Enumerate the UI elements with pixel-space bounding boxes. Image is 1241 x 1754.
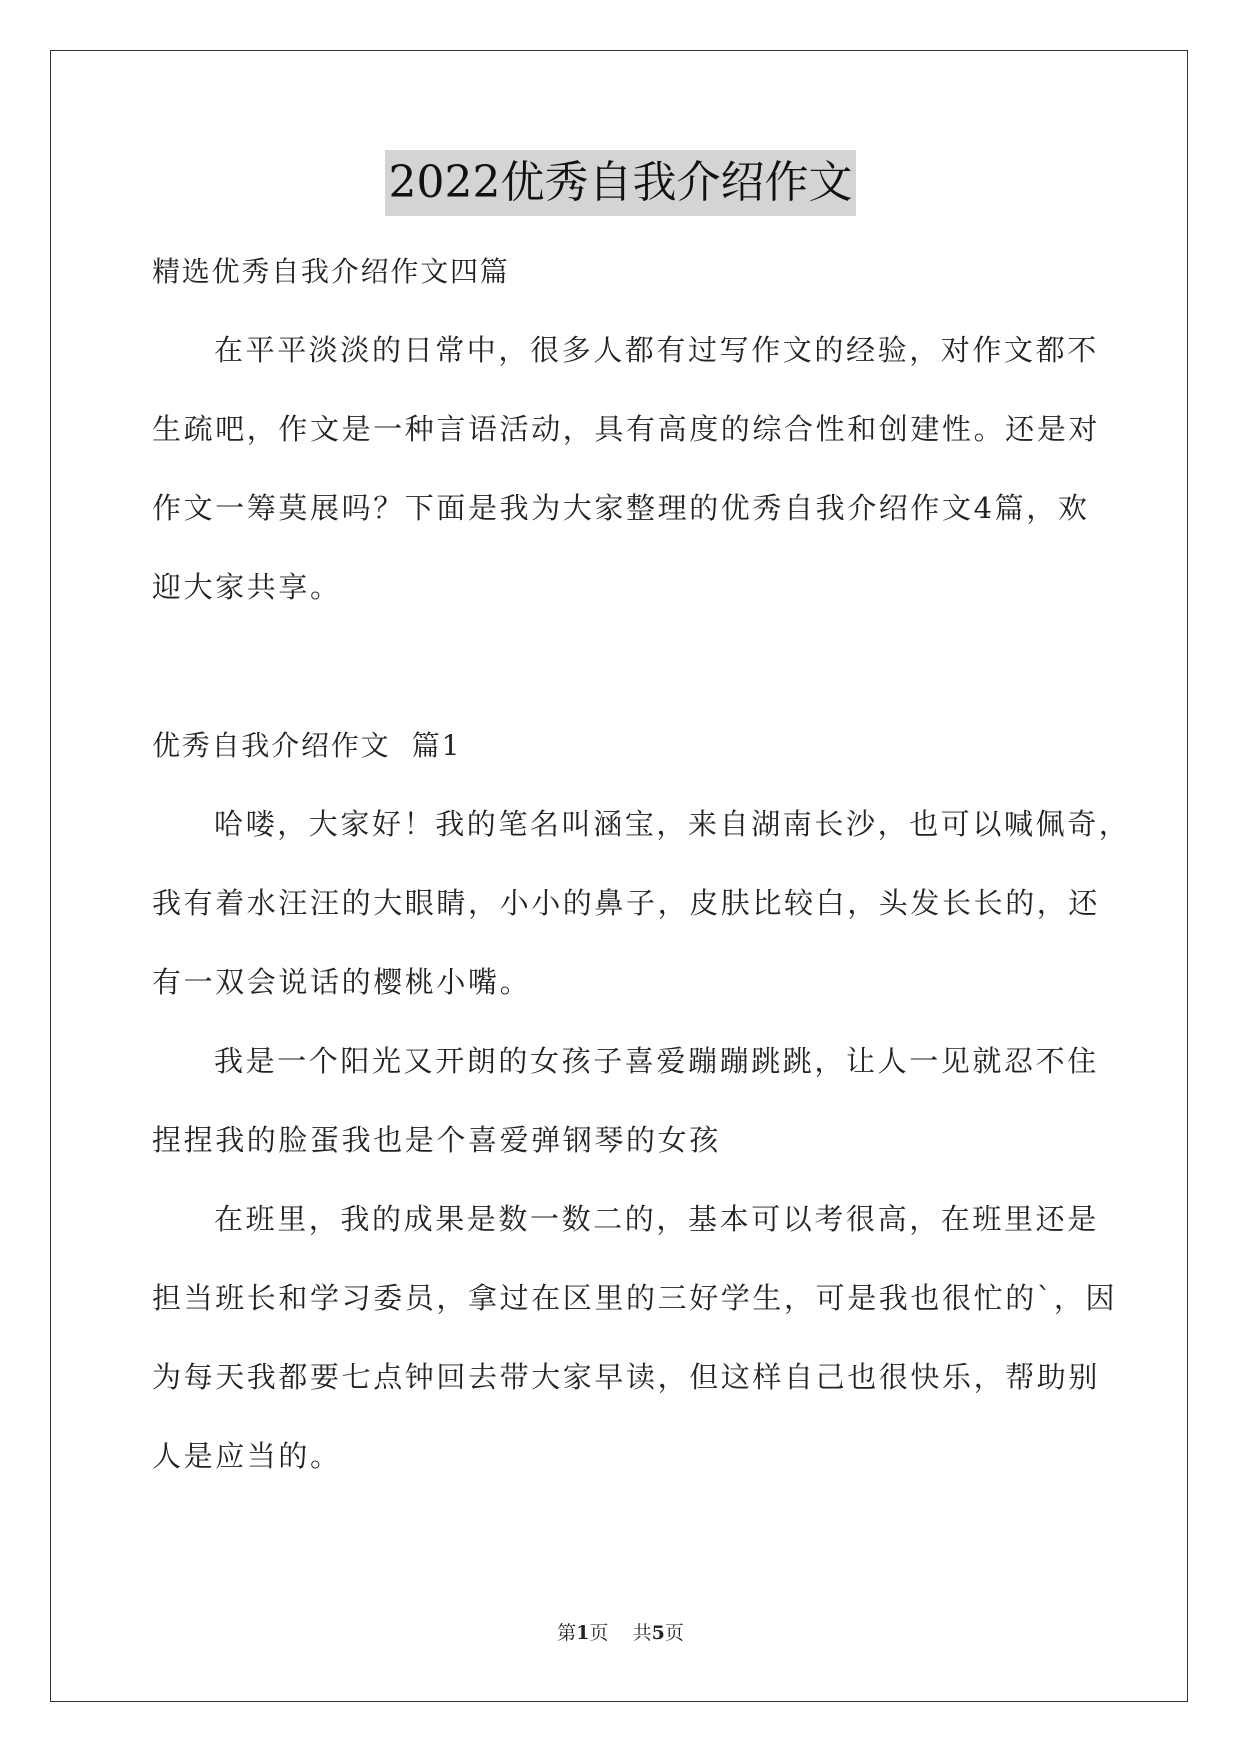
document-title: 2022优秀自我介绍作文 xyxy=(385,150,857,216)
section-paragraph-2 xyxy=(152,1022,1099,1180)
intro-heading: 精选优秀自我介绍作文四篇 xyxy=(152,255,510,288)
paragraph-line: 生疏吧，作文是一种言语活动，具有高度的综合性和创建性。还是对 xyxy=(152,412,1101,446)
section-spacer xyxy=(152,627,1088,706)
paragraph-line: 人是应当的。 xyxy=(152,1439,342,1473)
page-number-prefix: 第 xyxy=(557,1622,577,1644)
document-body xyxy=(152,232,1131,1496)
paragraph-line: 作文一筹莫展吗？下面是我为大家整理的优秀自我介绍作文4篇，欢 xyxy=(152,491,1090,525)
paragraph-line: 在平平淡淡的日常中，很多人都有过写作文的经验，对作文都不 xyxy=(214,333,1099,367)
section-heading: 优秀自我介绍作文 篇1 xyxy=(152,729,462,762)
paragraph-line: 我有着水汪汪的大眼睛，小小的鼻子，皮肤比较白，头发长长的，还 xyxy=(152,886,1101,920)
paragraph-line: 为每天我都要七点钟回去带大家早读，但这样自己也很快乐，帮助别 xyxy=(152,1360,1101,1394)
paragraph-line: 哈喽，大家好！我的笔名叫涵宝，来自湖南长沙，也可以喊佩奇， xyxy=(214,807,1131,841)
paragraph-line: 有一双会说话的樱桃小嘴。 xyxy=(152,965,532,999)
intro-paragraph xyxy=(152,311,1101,627)
page-number: 1 xyxy=(576,1622,590,1644)
total-pages-prefix: 共 xyxy=(632,1622,652,1644)
total-pages-suffix: 页 xyxy=(664,1622,684,1644)
page-footer xyxy=(0,1618,1241,1645)
paragraph-line: 捏捏我的脸蛋我也是个喜爱弹钢琴的女孩 xyxy=(152,1123,721,1157)
section-paragraph-1 xyxy=(152,785,1131,1022)
paragraph-line: 我是一个阳光又开朗的女孩子喜爱蹦蹦跳跳，让人一见就忍不住 xyxy=(214,1044,1099,1078)
total-pages: 5 xyxy=(651,1622,665,1644)
paragraph-line: 在班里，我的成果是数一数二的，基本可以考很高，在班里还是 xyxy=(214,1202,1099,1236)
paragraph-line: 担当班长和学习委员，拿过在区里的三好学生，可是我也很忙的`，因 xyxy=(152,1281,1118,1315)
document-title-wrapper xyxy=(0,150,1241,216)
paragraph-line: 迎大家共享。 xyxy=(152,570,342,604)
page-number-suffix: 页 xyxy=(589,1622,609,1644)
section-paragraph-3 xyxy=(152,1180,1118,1496)
